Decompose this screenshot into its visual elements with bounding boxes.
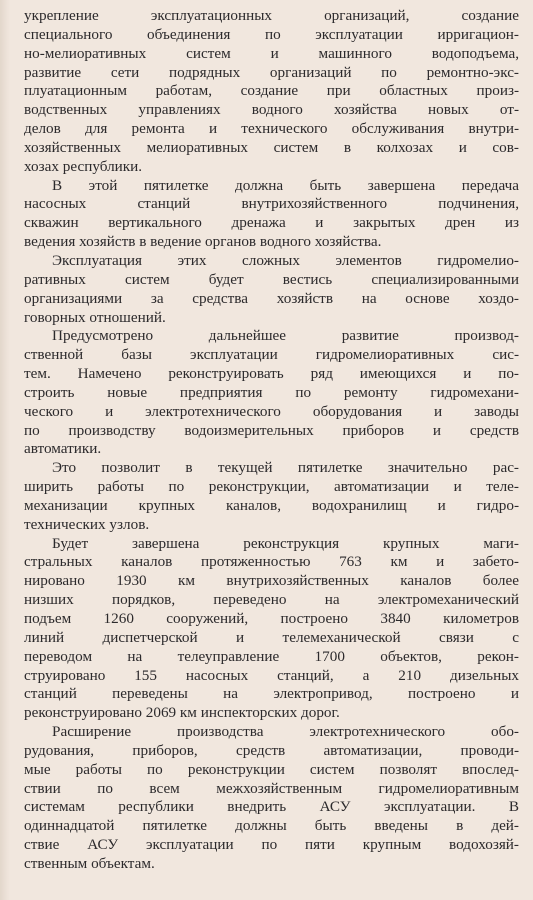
text-line: ственной базы эксплуатации гидромелиоративных сис-	[24, 346, 519, 364]
text-line: рудования, приборов, средств автоматизации, проводи-	[24, 741, 519, 759]
text-line: мые работы по реконструкции систем позволят впослед-	[24, 760, 519, 778]
paragraph	[24, 327, 519, 459]
text-line: развитие сети подрядных организаций по ремонтно-экс-	[24, 63, 519, 81]
text-line: ствие АСУ эксплуатации по пяти крупным водохозяй-	[24, 836, 519, 854]
text-line: В этой пятилетке должна быть завершена передача	[52, 176, 519, 194]
text-line: организациями за средства хозяйств на основе хоздо-	[24, 289, 519, 307]
text-line: ческого и электротехнического оборудования и заводы	[24, 402, 519, 420]
text-line: одиннадцатой пятилетке должны быть введены в дей-	[24, 817, 519, 835]
text-line: нировано 1930 км внутрихозяйственных каналов более	[24, 572, 519, 590]
text-line: строить новые предприятия по ремонту гидромехани-	[24, 383, 519, 401]
text-line: Предусмотрено дальнейшее развитие производ-	[52, 327, 519, 345]
text-line: скважин вертикального дренажа и закрытых дрен из	[24, 214, 519, 232]
paragraph	[24, 252, 519, 327]
text-line: системам республики внедрить АСУ эксплуатации. В	[24, 798, 519, 816]
paragraph	[24, 7, 519, 177]
text-line: Будет завершена реконструкция крупных маги-	[52, 534, 519, 552]
text-line: автоматики.	[24, 440, 102, 458]
text-line: тем. Намечено реконструировать ряд имеющихся и по-	[24, 365, 519, 383]
text-line: по производству водоизмерительных приборов и средств	[24, 421, 519, 439]
text-line: специального объединения по эксплуатации ирригацион-	[24, 25, 519, 43]
text-line: низших порядков, переведено на электромеханический	[24, 591, 519, 609]
text-line: ративных систем будет вестись специализированными	[24, 270, 519, 288]
text-line: реконструировано 2069 км инспекторских дорог.	[24, 704, 340, 722]
text-line: станций переведены на электропривод, построено и	[24, 685, 519, 703]
paragraph	[24, 723, 519, 874]
text-line: Эксплуатация этих сложных элементов гидромелио-	[52, 251, 519, 269]
text-line: ширить работы по реконструкции, автоматизации и теле-	[24, 478, 519, 496]
paragraph	[24, 177, 519, 252]
text-line: ведения хозяйств в ведение органов водного хозяйства.	[24, 233, 382, 251]
text-line: хозяйственных мелиоративных систем в колхозах и сов-	[24, 138, 519, 156]
text-line: укрепление эксплуатационных организаций, создание	[24, 7, 519, 24]
text-line: водственных управлениях водного хозяйства новых от-	[24, 101, 519, 119]
text-line: ствии по всем межхозяйственным гидромелиоративным	[24, 779, 519, 797]
text-line: струировано 155 насосных станций, а 210 дизельных	[24, 666, 519, 684]
text-line: Расширение производства электротехнического обо-	[52, 723, 519, 741]
text-line: делов для ремонта и технического обслуживания внутри-	[24, 120, 519, 138]
text-line: механизации крупных каналов, водохранилищ и гидро-	[24, 496, 519, 514]
paragraph	[24, 459, 519, 534]
text-line: но-мелиоративных систем и машинного водоподъема,	[24, 44, 519, 62]
text-line: хозах республики.	[24, 157, 143, 175]
text-line: технических узлов.	[24, 515, 150, 533]
text-line: подъем 1260 сооружений, построено 3840 километров	[24, 610, 519, 627]
text-line: говорных отношений.	[24, 308, 166, 326]
text-line: Это позволит в текущей пятилетке значительно рас-	[52, 459, 519, 477]
text-line: насосных станций внутрихозяйственного подчинения,	[24, 195, 519, 213]
text-line: плуатационным работам, создание при областных произ-	[24, 82, 519, 100]
text-line: ственным объектам.	[24, 854, 155, 872]
text-line: переводом на телеуправление 1700 объектов, рекон-	[24, 647, 519, 665]
paragraph	[24, 535, 519, 723]
text-line: линий диспетчерской и телемеханической связи с	[24, 628, 519, 646]
text-line: стральных каналов протяженностью 763 км и забето-	[24, 553, 519, 571]
